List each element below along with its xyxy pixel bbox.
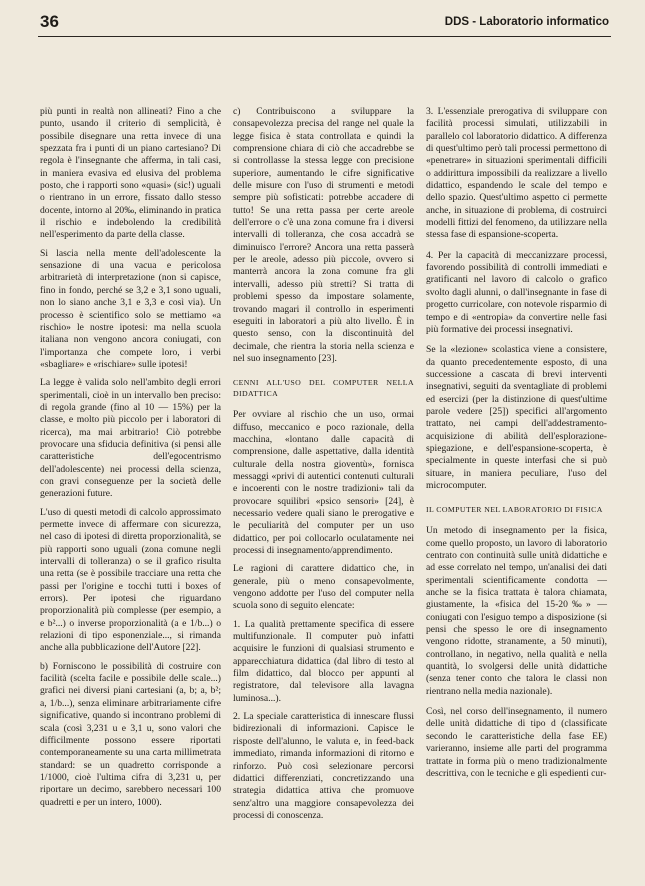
paragraph: Per ovviare al rischio che un uso, ormai diffuso, meccanico e poco razionale, della macchina, «lontano dalle capacità di comprensione, dalle aspettative, dalla identità culturale della nostra gioventù», fornisca messaggi «privi di autentici contenuti culturali e incoerenti con le nostre tradizioni» tali da provocare squilibri «psico sensori» [24], è necessario vedere quali siano le prerogative e le peculiarità del computer per un uso didattico, per poi collocarlo oculatamente nei processi di insegnamento/apprendimento. <box>233 409 414 556</box>
paragraph: c) Contribuiscono a sviluppare la consapevolezza precisa del range nel quale la legge fisica è stata controllata e quindi la comprensione chiara di ciò che accadrebbe se si controllasse la stessa legge con precisione superiore, aumentando le cifre significative delle misure con l'uso di strumenti e metodi sempre più sofisticati: potrebbe accadere di tutto! Se una retta passa per certe areole dell'errore o c'è una zona comune fra i diversi intervalli di tolleranza, che cosa accadrà se diminuisco l'errore? Ancora una retta passerà per le areole, adesso più piccole, ovvero si manterrà ancora la zona comune fra gli intervalli, adesso più stretti? Si tratta di problemi spesso da impostare solamente, trovando magari il controllo in esperimenti eseguiti in laboratori a più alto livello. È in questo senso, con la discontinuità del decimale, che rientra la storia nella scienza e nel suo insegnamento [23]. <box>233 106 414 364</box>
column-3 <box>426 106 607 788</box>
running-title: DDS - Laboratorio informatico <box>444 16 609 28</box>
paragraph: 3. L'essenziale prerogativa di sviluppare con facilità processi simulati, utilizzabili in parallelo col laboratorio didattico. A differenza di quest'ultimo però tali processi permettono di «penetrare» in situazioni sperimentali difficili o addirittura impossibili da realizzare a livello didattico, espandendo le scale del tempo e dello spazio. Quest'ultimo aspetto ci permette anche, in situazione di problema, di costruirci modelli fittizi del fenomeno, da utilizzare nella stessa fase di espansione-scoperta. <box>426 106 607 241</box>
paragraph: più punti in realtà non allineati? Fino a che punto, usando il criterio di semplicità, è possibile disegnare una retta invece di una spezzata fra i punti di un piano cartesiano? Di regola è l'insegnante che afferma, in tali casi, in maniera evasiva ed elusiva del problema posto, che i rapporti sono «quasi» (sic!) uguali o rientrano in un errore, fissato dallo stesso docente, intorno al 20‰, eliminando in pratica il rischio e indebolendo la credibilità nell'esperimento da parte della classe. <box>40 106 221 241</box>
paragraph: Si lascia nella mente dell'adolescente la sensazione di una vacua e pericolosa arbitrarietà di interpretazione (non si capisce, fino in fondo, perché se 3,2 e 3,1 sono uguali, non lo siano anche 3,1 e 3,3 e così via). Un processo è scientifico solo se mettiamo «a rischio» le nostre ipotesi: ma nella scuola italiana non vengono ancora coniugati, con l'importanza che compete loro, i verbi «sbagliare» e «rischiare» sulle ipotesi! <box>40 247 221 370</box>
paragraph: L'uso di questi metodi di calcolo approssimato permette invece di affermare con sicurezza, nel caso di ipotesi di diretta proporzionalità, se più rapporti sono uguali (zona comune negli intervalli di tolleranza) o se il grafico risulta una retta (se è possibile tracciare una retta che passi per l'origine e tocchi tutti i boxes of errors). Per ipotesi che riguardano proporzionalità più complesse (per esempio, a e b²...) o inverse proporzionalità (a e 1/b...) o relazioni di tipo esponenziale..., si rimanda anche alla pubblicazione dell'Autore [22]. <box>40 506 221 654</box>
section-heading: CENNI ALL'USO DEL COMPUTER NELLA DIDATTICA <box>233 378 414 399</box>
header-rule <box>38 36 611 37</box>
paragraph: Un metodo di insegnamento per la fisica, come quello proposto, un lavoro di laboratorio centrato con continuità sulle unità didattiche e ad esse correlato nel tempo, un'analisi dei dati sperimentali scientificamente condotta — anche se la fisica trattata è talora chiamata, giustamente, la «fisica del 15-20‰» — coniugati con l'esiguo tempo a disposizione (si pensi che spesso le ore di insegnamento vengono ridotte, stranamente, a 50 minuti), controllano, in negativo, nella qualità e nella quantità, lo svolgersi delle unità didattiche (senza tener conto che talora le classi non rientrano nella media nazionale). <box>426 525 607 697</box>
column-1 <box>40 106 221 815</box>
section-heading: IL COMPUTER NEL LABORATORIO DI FISICA <box>426 505 603 515</box>
paragraph: 2. La speciale caratteristica di innescare flussi bidirezionali di informazioni. Capisce le risposte dell'alunno, le valuta e, in feed-back immediato, rimanda informazioni di ritorno e rinforzo. Può così selezionare percorsi didattici differenziati, concretizzando una strategia didattica attiva che promuove senz'altro una maggiore consapevolezza dei processi di conoscenza. <box>233 711 414 821</box>
page-number: 36 <box>40 12 59 31</box>
paragraph: b) Forniscono le possibilità di costruire con facilità (scelta facile e possibile delle scale...) grafici nei diversi piani cartesiani (a, b; a, b²; a, 1/b...), senza eliminare arbitrariamente cifre significative, quando si incontrano problemi di scala (così 3,231 u e 3,1 u, sono valori che difficilmente possono essere riportati contemporaneamente su una carta millimetrata standard: se un quadretto corrisponde a 1/1000, cioè l'ultima cifra di 3,231 u, per riportare un decimo, sarebbero necessari 100 quadretti e per un intero, 1000). <box>40 660 221 808</box>
column-2 <box>233 106 414 828</box>
paragraph: Così, nel corso dell'insegnamento, il numero delle unità didattiche di tipo d (classificate secondo le caratteristiche della fase EE) varieranno, insieme alle parti del programma trattate in forma più o meno tradizionalmente descrittiva, con le tecniche e gli espedienti cur- <box>426 706 607 779</box>
paragraph: Se la «lezione» scolastica viene a consistere, da quanto precedentemente esposto, di una successione a cascata di brevi interventi insegnativi, seguiti da sventagliate di problemi ed esercizi (per la distinzione di quest'ultime parole vedere [25]) specifici all'argomento trattato, nei campi dell'addestramento-acquisizione di abilità dell'esplorazione-spiegazione, e dell'espansione-scoperta, è specialmente in queste interfasi che si può situare, in maniera peculiare, l'uso del microcomputer. <box>426 344 607 491</box>
paragraph: Le ragioni di carattere didattico che, in generale, più o meno consapevolmente, vengono addotte per l'uso del computer nella scuola sono di seguito elencate: <box>233 563 414 612</box>
paragraph: 4. Per la capacità di meccanizzare processi, favorendo possibilità di controlli immediati e gratificanti nel lavoro di calcolo o grafico svolto dagli alunni, o dall'insegnante in fase di progetto curricolare, con notevole risparmio di tempo e di «entropia» da convertire nelle fasi più formative dei processi insegnativi. <box>426 249 607 335</box>
paragraph: La legge è valida solo nell'ambito degli errori sperimentali, cioè in un intervallo ben preciso: di regola grande (fino al 10 — 15%) per la classe, e molto più piccolo per i laboratori di ricerca), ma mai arbitrario! Ciò potrebbe provocare una sfiducia definitiva (si pensi alle caratteristiche dell'egocentrismo dell'adolescente) nei processi della scienza, con gravi conseguenze per la società delle generazioni future. <box>40 377 221 500</box>
paragraph: 1. La qualità prettamente specifica di essere multifunzionale. Il computer può infatti acquisire le funzioni di qualsiasi strumento e apparecchiatura didattica (dal libro di testo al film didattico, dal blocco per appunti al registratore, dal televisore alla lavagna luminosa...). <box>233 618 414 704</box>
